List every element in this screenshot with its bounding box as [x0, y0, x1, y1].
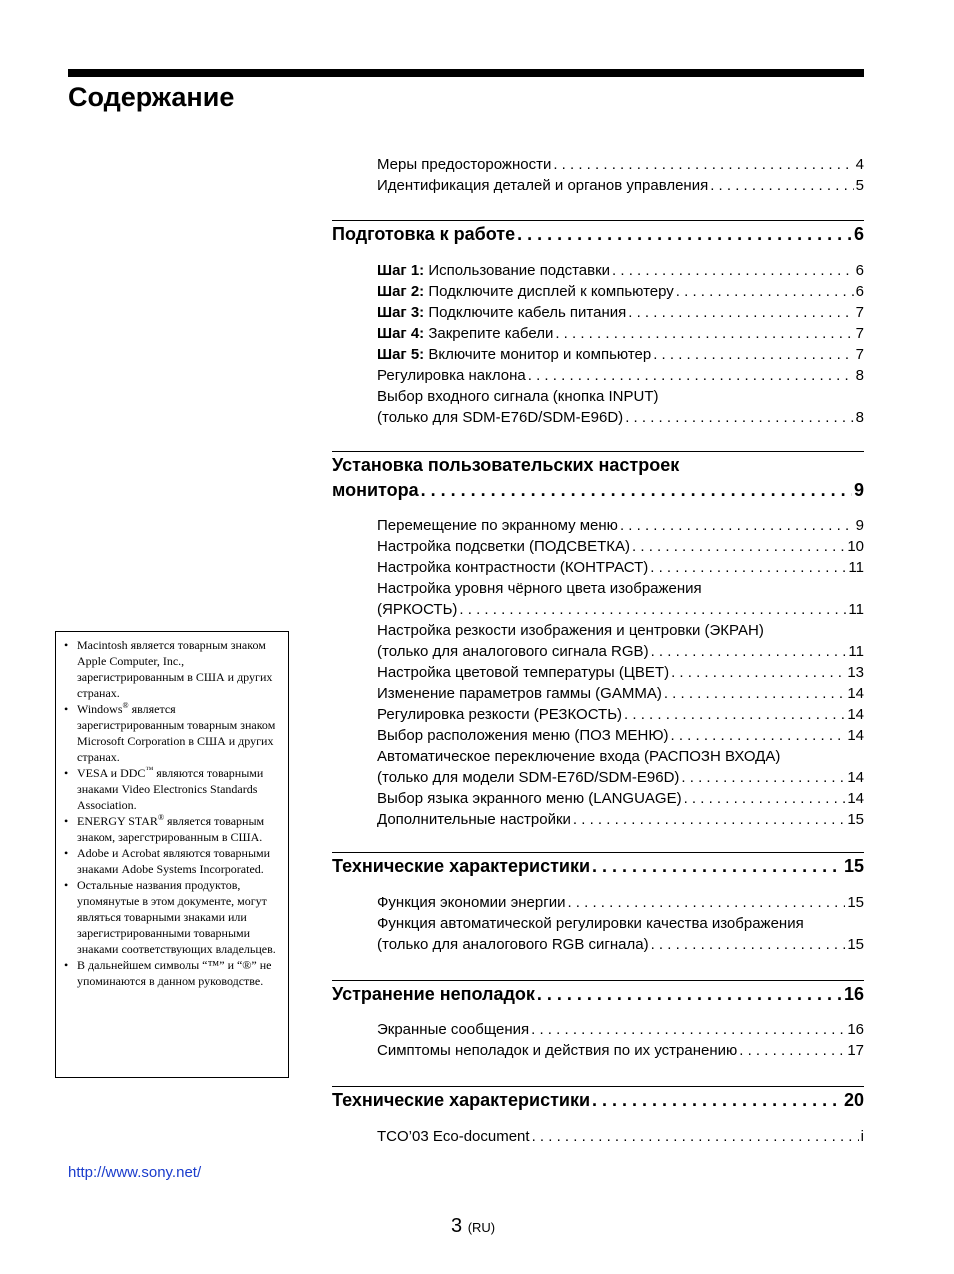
toc-entry[interactable]: Выбор языка экранного меню (LANGUAGE) . . . 14 — [377, 788, 864, 809]
toc-entry[interactable]: Меры предосторожности . . . 4 — [377, 154, 864, 175]
toc-entry[interactable]: Шаг 5: Включите монитор и компьютер . . . 7 — [377, 344, 864, 365]
trademark-item: • Windows® является зарегистрированным товарным знаком Microsoft Corporation в США и других странах. — [62, 701, 284, 765]
toc-entry[interactable]: Выбор входного сигнала (кнопка INPUT) — [377, 388, 659, 405]
trademark-list — [62, 637, 284, 989]
sony-website-link[interactable]: http://www.sony.net/ — [68, 1164, 202, 1181]
toc-entry[interactable]: Перемещение по экранному меню . . . 9 — [377, 515, 864, 536]
toc-entry[interactable]: Шаг 3: Подключите кабель питания . . . 7 — [377, 302, 864, 323]
toc-section-heading[interactable]: Устранение неполадок . . . 16 — [332, 981, 864, 1007]
trademark-item: • VESA и DDC™ являются товарными знаками Video Electronics Standards Association. — [62, 765, 284, 813]
toc-entry[interactable]: Регулировка наклона . . . 8 — [377, 365, 864, 386]
toc-entry[interactable]: Дополнительные настройки . . . 15 — [377, 809, 864, 830]
toc-entry[interactable]: Настройка резкости изображения и центровки (ЭКРАН) — [377, 622, 764, 639]
toc-entry[interactable]: Настройка уровня чёрного цвета изображения — [377, 580, 702, 597]
toc-entry[interactable]: Симптомы неполадок и действия по их устранению . . . 17 — [377, 1040, 864, 1061]
toc-entry[interactable]: Шаг 1: Использование подставки . . . 6 — [377, 260, 864, 281]
toc-entry[interactable]: (только для аналогового сигнала RGB) . . . 11 — [377, 641, 864, 662]
toc-entry[interactable]: Функция экономии энергии . . . 15 — [377, 892, 864, 913]
toc-entry[interactable]: TCO’03 Eco-document . . . i — [377, 1126, 864, 1147]
toc-entry[interactable]: (только для SDM-E76D/SDM-E96D) . . . 8 — [377, 407, 864, 428]
page-title: Содержание — [68, 82, 235, 112]
toc-entry[interactable]: Выбор расположения меню (ПОЗ МЕНЮ) . . . 14 — [377, 725, 864, 746]
toc-entry[interactable]: Экранные сообщения . . . 16 — [377, 1019, 864, 1040]
toc-entry[interactable]: Шаг 2: Подключите дисплей к компьютеру . . . 6 — [377, 281, 864, 302]
toc-section-heading[interactable]: Подготовка к работе . . . 6 — [332, 221, 864, 247]
toc-entry[interactable]: (только для аналогового RGB сигнала) . . . 15 — [377, 934, 864, 955]
toc-entry[interactable]: Функция автоматической регулировки качества изображения — [377, 915, 804, 932]
trademark-item: • Macintosh является товарным знаком Apple Computer, Inc., зарегистрированным в США и других странах. — [62, 637, 284, 701]
trademark-item: • В дальнейшем символы “™” и “®” не упоминаются в данном руководстве. — [62, 957, 284, 989]
page-number: 3 (RU) — [451, 1215, 496, 1237]
toc-entry[interactable]: Идентификация деталей и органов управления . . . 5 — [377, 175, 864, 196]
toc-section-heading[interactable]: Установка пользовательских настроек — [332, 455, 680, 475]
trademark-item: • Остальные названия продуктов, упомянутые в этом документе, могут являться товарными знаками или зарегистрированными товарными знаками соответствующих владельцев. — [62, 877, 284, 957]
toc-section-heading[interactable]: монитора . . . 9 — [332, 477, 864, 503]
trademark-item: • ENERGY STAR® является товарным знаком, зарегстрированным в США. — [62, 813, 284, 845]
toc-entry[interactable]: Регулировка резкости (РЕЗКОСТЬ) . . . 14 — [377, 704, 864, 725]
toc-entry[interactable]: Настройка цветовой температуры (ЦВЕТ) . . . 13 — [377, 662, 864, 683]
toc-entry[interactable]: Изменение параметров гаммы (GAMMA) . . . 14 — [377, 683, 864, 704]
trademark-item: • Adobe и Acrobat являются товарными знаками Adobe Systems Incorporated. — [62, 845, 284, 877]
toc-entry[interactable]: (только для модели SDM-E76D/SDM-E96D) . . . 14 — [377, 767, 864, 788]
toc-entry[interactable]: Шаг 4: Закрепите кабели . . . 7 — [377, 323, 864, 344]
toc-section-heading[interactable]: Технические характеристики . . . 20 — [332, 1087, 864, 1113]
toc-section-heading[interactable]: Технические характеристики . . . 15 — [332, 853, 864, 879]
top-rule — [68, 69, 864, 77]
toc-entry[interactable]: Настройка контрастности (КОНТРАСТ) . . . 11 — [377, 557, 864, 578]
trademark-notes-box — [55, 631, 289, 1078]
toc-entry[interactable]: (ЯРКОСТЬ) . . . 11 — [377, 599, 864, 620]
toc-entry[interactable]: Настройка подсветки (ПОДСВЕТКА) . . . 10 — [377, 536, 864, 557]
toc-entry[interactable]: Автоматическое переключение входа (РАСПОЗН ВХОДА) — [377, 748, 781, 765]
